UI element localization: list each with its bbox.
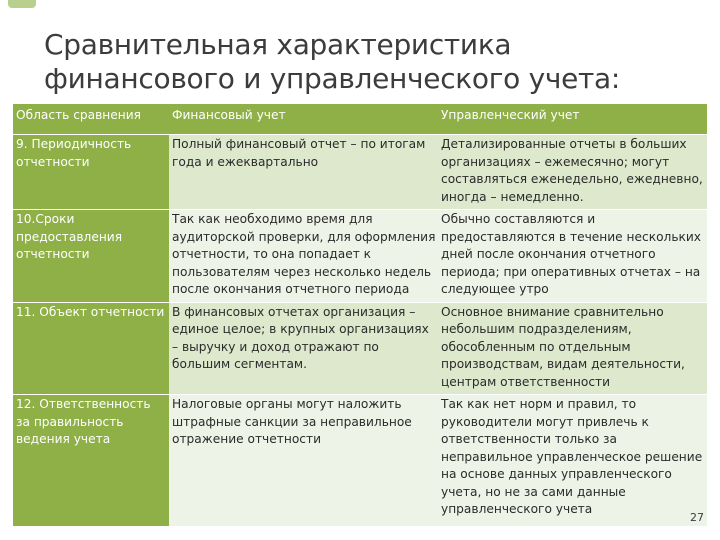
slide-title: Сравнительная характеристика финансового и управленческого учета: (44, 28, 621, 95)
row-area: 10.Сроки предоставления отчетности (13, 210, 169, 303)
row-managerial: Так как нет норм и правил, то руководители могут привлечь к ответственности только за неправильное управленческое решение на основе данных управленческого учета, но не за сами данные управленческого учета (438, 395, 707, 527)
header-area: Область сравнения (13, 104, 169, 135)
row-financial: Так как необходимо время для аудиторской проверки, для оформления отчетности, то она попадает к пользователям через несколько недель после окончания отчетного периода (169, 210, 438, 303)
comparison-table (13, 104, 707, 527)
table-header-row (13, 104, 707, 135)
page-number: 27 (690, 511, 704, 524)
table-row (13, 135, 707, 210)
row-financial: Налоговые органы могут наложить штрафные санкции за неправильное отражение отчетности (169, 395, 438, 527)
row-managerial: Основное внимание сравнительно небольшим подразделениям, обособленным по отдельным производствам, видам деятельности, центрам ответственности (438, 302, 707, 395)
row-managerial: Детализированные отчеты в больших организациях – ежемесячно; могут составляться еженедельно, ежедневно, иногда – немедленно. (438, 135, 707, 210)
top-decoration (8, 0, 36, 8)
row-financial: Полный финансовый отчет – по итогам года и ежеквартально (169, 135, 438, 210)
row-financial: В финансовых отчетах организация – единое целое; в крупных организациях – выручку и доход отражают по большим сегментам. (169, 302, 438, 395)
row-area: 9. Периодичность отчетности (13, 135, 169, 210)
row-managerial: Обычно составляются и предоставляются в течение нескольких дней после окончания отчетного периода; при оперативных отчетах – на следующее утро (438, 210, 707, 303)
table-row (13, 302, 707, 395)
table-row (13, 210, 707, 303)
table-row (13, 395, 707, 527)
header-managerial: Управленческий учет (438, 104, 707, 135)
row-area: 12. Ответственность за правильность ведения учета (13, 395, 169, 527)
header-financial: Финансовый учет (169, 104, 438, 135)
row-area: 11. Объект отчетности (13, 302, 169, 395)
